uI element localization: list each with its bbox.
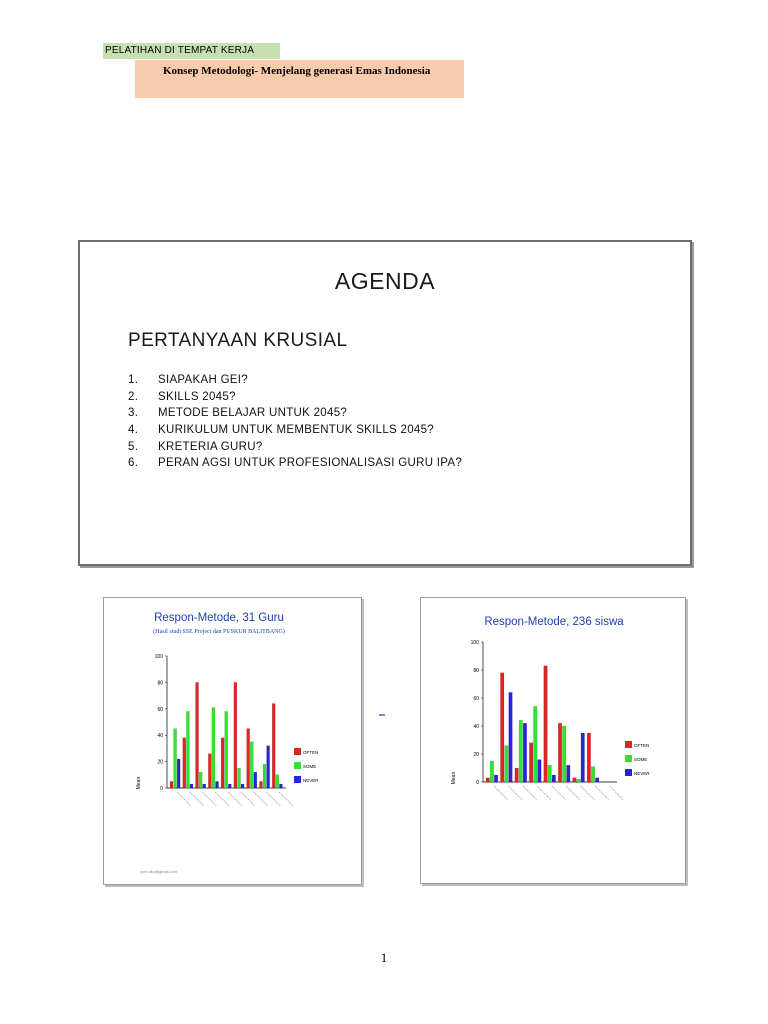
slide-subtitle: PERTANYAAN KRUSIAL <box>128 330 348 351</box>
legend-label: SOME <box>303 764 317 769</box>
agenda-item: 2. SKILLS 2045? <box>128 390 236 403</box>
chart-title: Respon-Metode, 31 Guru <box>154 612 284 624</box>
bar-some <box>490 761 494 782</box>
bar-often <box>234 682 237 788</box>
bar-often <box>558 723 562 782</box>
agenda-item: 5. KRETERIA GURU? <box>128 440 263 453</box>
legend-label: OFTEN <box>303 750 319 755</box>
bar-often <box>573 778 577 782</box>
bar-some <box>225 711 228 788</box>
slide-title: AGENDA <box>334 268 436 294</box>
chart-footer: yuni.oku@gmail.com <box>140 869 178 874</box>
bar-some <box>199 772 202 788</box>
legend-swatch <box>294 748 301 755</box>
bar-never <box>203 784 206 788</box>
category-label-mark <box>552 786 566 800</box>
bar-some <box>533 706 537 782</box>
bar-often <box>515 768 519 782</box>
bar-never <box>567 765 571 782</box>
bar-some <box>212 707 215 788</box>
bar-never <box>241 784 244 788</box>
y-tick-label: 80 <box>157 680 163 687</box>
bar-never <box>523 723 527 782</box>
y-axis-label: Mean <box>136 776 142 790</box>
bar-never <box>509 692 513 782</box>
bar-often <box>170 781 173 788</box>
bar-never <box>228 784 231 788</box>
legend-swatch <box>625 755 632 762</box>
category-label-mark <box>203 792 217 806</box>
category-label-mark <box>177 792 191 806</box>
category-label-mark <box>190 792 204 806</box>
category-label-mark <box>279 792 293 806</box>
agenda-list <box>128 374 462 474</box>
category-label-mark <box>581 786 595 800</box>
category-label-mark <box>508 786 522 800</box>
course-header: PELATIHAN DI TEMPAT KERJA <box>103 43 280 59</box>
category-label-mark <box>537 786 551 800</box>
bar-often <box>221 738 224 788</box>
bar-often <box>247 729 250 788</box>
chart-siswa <box>420 597 686 884</box>
bar-never <box>538 760 542 782</box>
agenda-item: 4. KURIKULUM UNTUK MEMBENTUK SKILLS 2045? <box>128 424 434 437</box>
bar-never <box>267 746 270 788</box>
agenda-slide <box>78 240 692 566</box>
category-label-mark <box>595 786 609 800</box>
chart-guru-svg <box>104 598 361 884</box>
bar-some <box>591 767 595 782</box>
chart-siswa-svg <box>421 598 685 883</box>
category-label-mark <box>241 792 255 806</box>
bar-some <box>186 711 189 788</box>
bar-never <box>279 784 282 788</box>
bar-some <box>577 779 581 782</box>
category-label-mark <box>254 792 268 806</box>
bar-never <box>494 775 498 782</box>
category-label-mark <box>266 792 280 806</box>
category-label-mark <box>566 786 580 800</box>
bar-never <box>190 784 193 788</box>
bar-often <box>587 733 591 782</box>
legend-swatch <box>625 769 632 776</box>
bar-often <box>196 682 199 788</box>
legend-label: OFTEN <box>634 743 650 748</box>
bar-never <box>552 775 556 782</box>
bar-some <box>505 746 509 782</box>
bar-some <box>276 775 279 788</box>
y-tick-label: 40 <box>157 733 163 740</box>
y-tick-label: 20 <box>157 759 163 766</box>
agenda-item: 6. PERAN AGSI UNTUK PROFESIONALISASI GURU IPA? <box>128 457 463 470</box>
bar-often <box>183 738 186 788</box>
bar-some <box>237 768 240 788</box>
category-label-mark <box>215 792 229 806</box>
agenda-item: 1. SIAPAKAH GEI? <box>128 374 248 386</box>
category-label-mark <box>494 786 508 800</box>
y-tick-label: 100 <box>470 640 479 646</box>
bar-never <box>177 759 180 788</box>
y-tick-label: 20 <box>473 752 479 758</box>
y-tick-label: 60 <box>157 706 163 713</box>
legend-label: NEVER <box>634 771 650 776</box>
y-tick-label: 0 <box>476 780 479 786</box>
bar-some <box>263 764 266 788</box>
document-subtitle: Konsep Metodologi- Menjelang generasi Emas Indonesia <box>135 60 464 98</box>
chart-guru <box>103 597 362 885</box>
bar-often <box>529 743 533 782</box>
legend-swatch <box>294 776 301 783</box>
bar-never <box>595 778 599 782</box>
bar-some <box>548 765 552 782</box>
bar-some <box>519 720 523 782</box>
page-number: 1 <box>380 950 388 965</box>
chart-title: Respon-Metode, 236 siswa <box>484 616 624 628</box>
y-axis-label: Mean <box>451 771 457 785</box>
y-tick-label: 80 <box>473 668 479 674</box>
y-tick-label: 0 <box>160 786 163 792</box>
agenda-item: 3. METODE BELAJAR UNTUK 2045? <box>128 407 348 420</box>
bar-often <box>486 778 490 782</box>
legend-swatch <box>294 762 301 769</box>
bar-never <box>254 772 257 788</box>
y-tick-label: 60 <box>473 696 479 702</box>
chart-subtitle: (Hasil studi SSE Project dan PUSKUR BALITBANG) <box>153 629 285 635</box>
bar-some <box>562 726 566 782</box>
legend-label: NEVER <box>303 778 319 783</box>
bar-never <box>581 733 585 782</box>
bar-often <box>259 781 262 788</box>
legend-swatch <box>625 741 632 748</box>
bar-often <box>272 704 275 788</box>
bar-never <box>216 781 219 788</box>
legend-label: SOME <box>634 757 648 762</box>
y-tick-label: 100 <box>154 654 163 660</box>
category-label-mark <box>523 786 537 800</box>
bar-often <box>544 666 548 782</box>
category-label-mark <box>228 792 242 806</box>
bar-often <box>208 754 211 788</box>
y-tick-label: 40 <box>473 724 479 730</box>
dash-mark <box>379 714 385 716</box>
bar-often <box>500 673 504 782</box>
bar-some <box>174 729 177 788</box>
category-label-mark <box>610 786 624 800</box>
bar-some <box>250 742 253 788</box>
